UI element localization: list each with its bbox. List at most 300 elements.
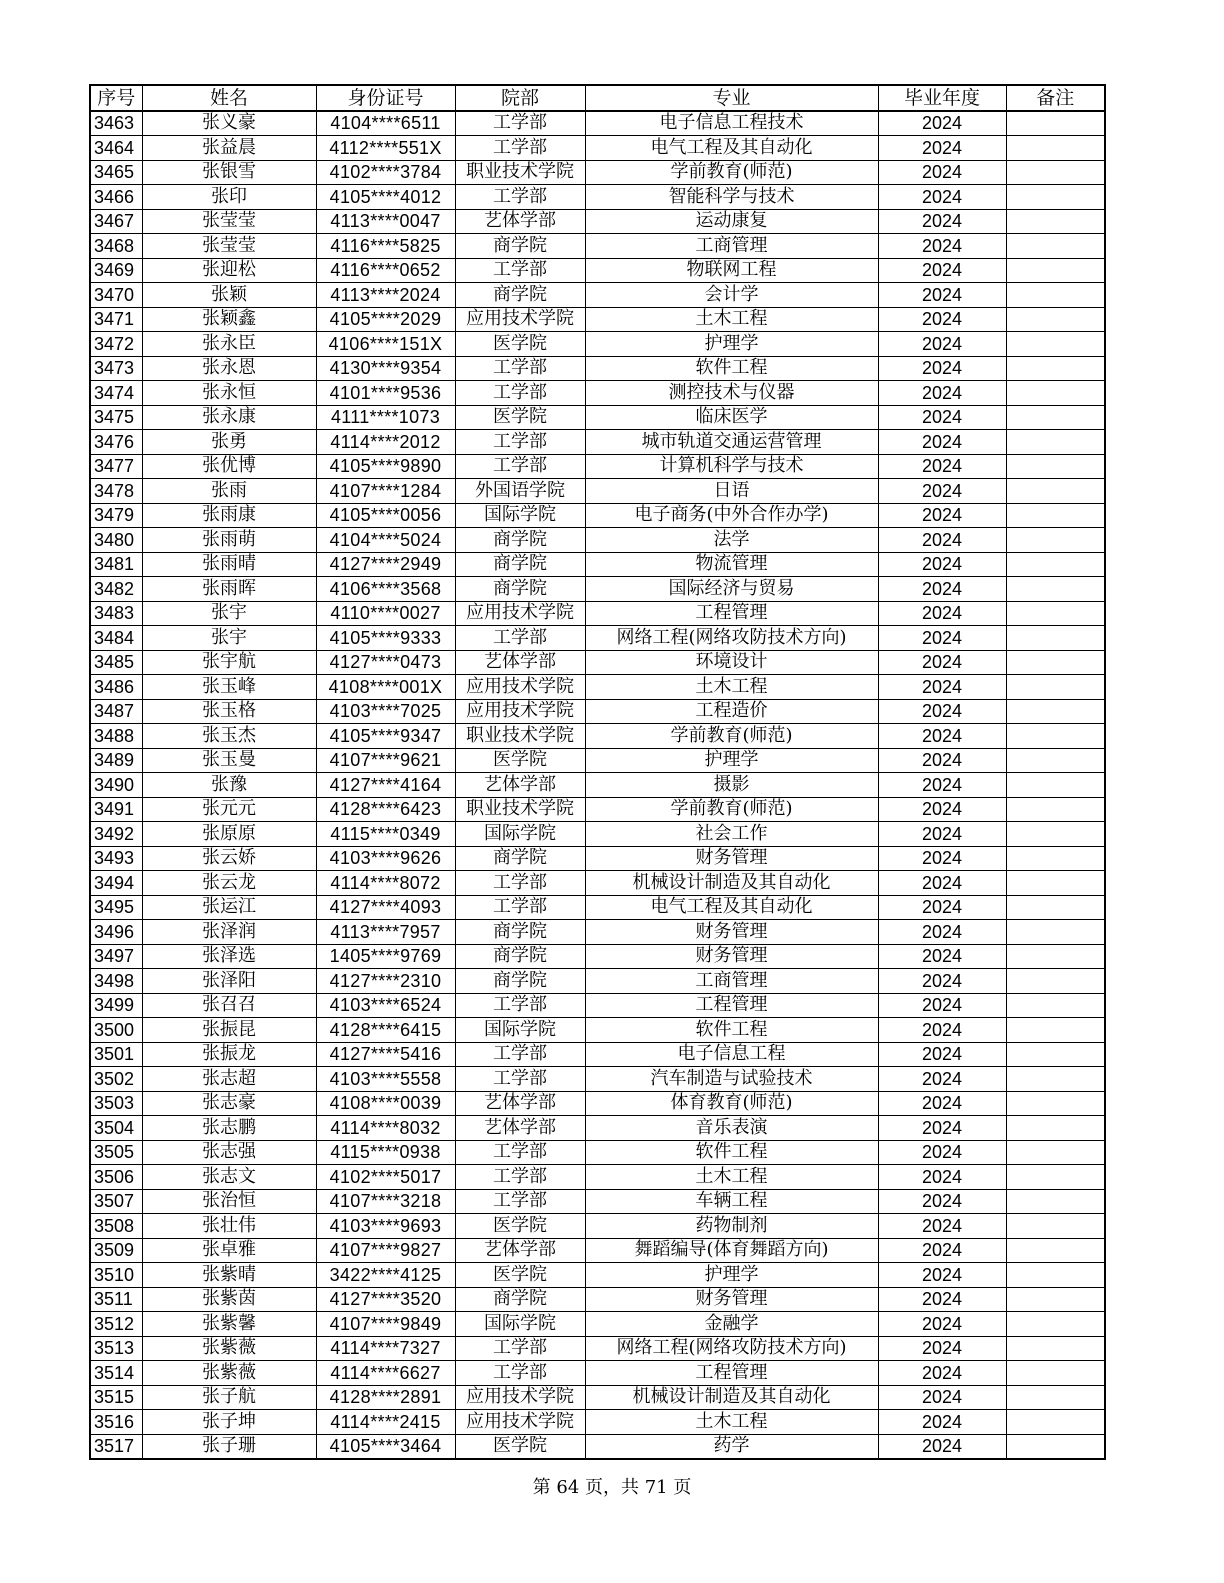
table-row <box>90 381 1105 406</box>
id-number-cell: 4104****5024 <box>316 528 455 553</box>
table-row <box>90 332 1105 357</box>
major-cell: 城市轨道交通运营管理 <box>585 430 878 455</box>
table-row <box>90 136 1105 161</box>
name-cell: 张优博 <box>142 454 316 479</box>
remarks-cell <box>1006 748 1105 773</box>
major-cell: 工程造价 <box>585 699 878 724</box>
id-number-cell: 4105****9347 <box>316 724 455 749</box>
major-cell: 国际经济与贸易 <box>585 577 878 602</box>
department-cell: 工学部 <box>455 1042 585 1067</box>
remarks-cell <box>1006 356 1105 381</box>
graduation-year-cell: 2024 <box>878 1189 1006 1214</box>
name-cell: 张玉杰 <box>142 724 316 749</box>
graduation-year-cell: 2024 <box>878 699 1006 724</box>
graduation-year-cell: 2024 <box>878 993 1006 1018</box>
graduation-year-cell: 2024 <box>878 1263 1006 1288</box>
serial-cell: 3477 <box>90 454 142 479</box>
major-cell: 社会工作 <box>585 822 878 847</box>
remarks-cell <box>1006 822 1105 847</box>
department-cell: 工学部 <box>455 454 585 479</box>
major-cell: 工商管理 <box>585 969 878 994</box>
major-cell: 土木工程 <box>585 1165 878 1190</box>
department-cell: 商学院 <box>455 969 585 994</box>
major-cell: 电气工程及其自动化 <box>585 895 878 920</box>
serial-cell: 3496 <box>90 920 142 945</box>
graduation-year-cell: 2024 <box>878 822 1006 847</box>
table-row <box>90 405 1105 430</box>
table-row <box>90 846 1105 871</box>
department-cell: 国际学院 <box>455 503 585 528</box>
department-cell: 商学院 <box>455 944 585 969</box>
serial-cell: 3464 <box>90 136 142 161</box>
remarks-cell <box>1006 1287 1105 1312</box>
major-cell: 学前教育(师范) <box>585 724 878 749</box>
table-row <box>90 1140 1105 1165</box>
name-cell: 张紫薇 <box>142 1336 316 1361</box>
serial-cell: 3476 <box>90 430 142 455</box>
serial-cell: 3480 <box>90 528 142 553</box>
major-cell: 土木工程 <box>585 307 878 332</box>
department-cell: 工学部 <box>455 1336 585 1361</box>
id-number-cell: 4106****3568 <box>316 577 455 602</box>
serial-cell: 3485 <box>90 650 142 675</box>
id-number-cell: 4108****001X <box>316 675 455 700</box>
serial-cell: 3515 <box>90 1385 142 1410</box>
name-cell: 张子坤 <box>142 1410 316 1435</box>
department-cell: 应用技术学院 <box>455 1385 585 1410</box>
remarks-cell <box>1006 552 1105 577</box>
remarks-cell <box>1006 577 1105 602</box>
table-row <box>90 724 1105 749</box>
remarks-cell <box>1006 332 1105 357</box>
graduation-year-cell: 2024 <box>878 381 1006 406</box>
table-row <box>90 479 1105 504</box>
serial-cell: 3510 <box>90 1263 142 1288</box>
table-row <box>90 1410 1105 1435</box>
graduation-year-cell: 2024 <box>878 1067 1006 1092</box>
name-cell: 张子珊 <box>142 1434 316 1459</box>
department-cell: 艺体学部 <box>455 773 585 798</box>
remarks-cell <box>1006 405 1105 430</box>
remarks-cell <box>1006 381 1105 406</box>
serial-cell: 3472 <box>90 332 142 357</box>
remarks-cell <box>1006 1018 1105 1043</box>
serial-cell: 3478 <box>90 479 142 504</box>
name-cell: 张紫薇 <box>142 1361 316 1386</box>
department-cell: 艺体学部 <box>455 1091 585 1116</box>
header-major: 专业 <box>585 85 878 111</box>
department-cell: 商学院 <box>455 577 585 602</box>
remarks-cell <box>1006 1165 1105 1190</box>
major-cell: 软件工程 <box>585 1018 878 1043</box>
id-number-cell: 4128****2891 <box>316 1385 455 1410</box>
table-row <box>90 920 1105 945</box>
id-number-cell: 4102****5017 <box>316 1165 455 1190</box>
major-cell: 护理学 <box>585 332 878 357</box>
table-row <box>90 234 1105 259</box>
id-number-cell: 4107****9849 <box>316 1312 455 1337</box>
table-row <box>90 503 1105 528</box>
name-cell: 张莹莹 <box>142 234 316 259</box>
serial-cell: 3488 <box>90 724 142 749</box>
table-row <box>90 1312 1105 1337</box>
table-row <box>90 1385 1105 1410</box>
serial-cell: 3471 <box>90 307 142 332</box>
name-cell: 张迎松 <box>142 258 316 283</box>
department-cell: 商学院 <box>455 552 585 577</box>
name-cell: 张义豪 <box>142 111 316 136</box>
graduation-year-cell: 2024 <box>878 430 1006 455</box>
department-cell: 工学部 <box>455 1067 585 1092</box>
remarks-cell <box>1006 1263 1105 1288</box>
serial-cell: 3468 <box>90 234 142 259</box>
table-row <box>90 1165 1105 1190</box>
serial-cell: 3483 <box>90 601 142 626</box>
graduation-year-cell: 2024 <box>878 944 1006 969</box>
id-number-cell: 4101****9536 <box>316 381 455 406</box>
id-number-cell: 4128****6415 <box>316 1018 455 1043</box>
graduation-year-cell: 2024 <box>878 1434 1006 1459</box>
graduation-year-cell: 2024 <box>878 1042 1006 1067</box>
serial-cell: 3463 <box>90 111 142 136</box>
serial-cell: 3465 <box>90 160 142 185</box>
graduation-year-cell: 2024 <box>878 332 1006 357</box>
remarks-cell <box>1006 650 1105 675</box>
id-number-cell: 4127****2310 <box>316 969 455 994</box>
table-row <box>90 601 1105 626</box>
remarks-cell <box>1006 503 1105 528</box>
major-cell: 财务管理 <box>585 944 878 969</box>
major-cell: 音乐表演 <box>585 1116 878 1141</box>
graduation-year-cell: 2024 <box>878 1116 1006 1141</box>
id-number-cell: 4116****0652 <box>316 258 455 283</box>
remarks-cell <box>1006 1042 1105 1067</box>
department-cell: 国际学院 <box>455 1312 585 1337</box>
id-number-cell: 4115****0349 <box>316 822 455 847</box>
graduation-year-cell: 2024 <box>878 1018 1006 1043</box>
serial-cell: 3495 <box>90 895 142 920</box>
table-row <box>90 871 1105 896</box>
id-number-cell: 4102****3784 <box>316 160 455 185</box>
department-cell: 艺体学部 <box>455 650 585 675</box>
id-number-cell: 4127****2949 <box>316 552 455 577</box>
serial-cell: 3467 <box>90 209 142 234</box>
department-cell: 工学部 <box>455 258 585 283</box>
id-number-cell: 4127****4093 <box>316 895 455 920</box>
major-cell: 土木工程 <box>585 675 878 700</box>
serial-cell: 3479 <box>90 503 142 528</box>
remarks-cell <box>1006 185 1105 210</box>
major-cell: 舞蹈编导(体育舞蹈方向) <box>585 1238 878 1263</box>
serial-cell: 3501 <box>90 1042 142 1067</box>
graduation-year-cell: 2024 <box>878 871 1006 896</box>
serial-cell: 3504 <box>90 1116 142 1141</box>
serial-cell: 3484 <box>90 626 142 651</box>
header-remarks: 备注 <box>1006 85 1105 111</box>
department-cell: 工学部 <box>455 1165 585 1190</box>
major-cell: 药物制剂 <box>585 1214 878 1239</box>
graduation-year-cell: 2024 <box>878 258 1006 283</box>
serial-cell: 3509 <box>90 1238 142 1263</box>
id-number-cell: 4105****0056 <box>316 503 455 528</box>
table-row <box>90 307 1105 332</box>
department-cell: 工学部 <box>455 1140 585 1165</box>
major-cell: 电子信息工程技术 <box>585 111 878 136</box>
id-number-cell: 4130****9354 <box>316 356 455 381</box>
name-cell: 张云娇 <box>142 846 316 871</box>
graduation-year-cell: 2024 <box>878 454 1006 479</box>
header-serial: 序号 <box>90 85 142 111</box>
serial-cell: 3507 <box>90 1189 142 1214</box>
name-cell: 张元元 <box>142 797 316 822</box>
name-cell: 张永恒 <box>142 381 316 406</box>
department-cell: 工学部 <box>455 430 585 455</box>
serial-cell: 3511 <box>90 1287 142 1312</box>
table-row <box>90 577 1105 602</box>
department-cell: 工学部 <box>455 895 585 920</box>
table-row <box>90 797 1105 822</box>
name-cell: 张召召 <box>142 993 316 1018</box>
graduation-year-cell: 2024 <box>878 356 1006 381</box>
remarks-cell <box>1006 1410 1105 1435</box>
serial-cell: 3466 <box>90 185 142 210</box>
serial-cell: 3514 <box>90 1361 142 1386</box>
remarks-cell <box>1006 1067 1105 1092</box>
graduation-year-cell: 2024 <box>878 1385 1006 1410</box>
major-cell: 护理学 <box>585 1263 878 1288</box>
department-cell: 应用技术学院 <box>455 307 585 332</box>
department-cell: 国际学院 <box>455 1018 585 1043</box>
major-cell: 会计学 <box>585 283 878 308</box>
major-cell: 环境设计 <box>585 650 878 675</box>
header-name: 姓名 <box>142 85 316 111</box>
major-cell: 电子信息工程 <box>585 1042 878 1067</box>
id-number-cell: 4114****2415 <box>316 1410 455 1435</box>
major-cell: 智能科学与技术 <box>585 185 878 210</box>
header-department: 院部 <box>455 85 585 111</box>
name-cell: 张玉峰 <box>142 675 316 700</box>
remarks-cell <box>1006 209 1105 234</box>
name-cell: 张雨萌 <box>142 528 316 553</box>
table-row <box>90 111 1105 136</box>
graduation-year-cell: 2024 <box>878 405 1006 430</box>
department-cell: 职业技术学院 <box>455 724 585 749</box>
name-cell: 张志强 <box>142 1140 316 1165</box>
graduation-year-cell: 2024 <box>878 503 1006 528</box>
id-number-cell: 4107****9827 <box>316 1238 455 1263</box>
major-cell: 财务管理 <box>585 846 878 871</box>
serial-cell: 3469 <box>90 258 142 283</box>
id-number-cell: 4113****7957 <box>316 920 455 945</box>
graduation-year-cell: 2024 <box>878 1287 1006 1312</box>
remarks-cell <box>1006 773 1105 798</box>
graduation-year-cell: 2024 <box>878 773 1006 798</box>
serial-cell: 3505 <box>90 1140 142 1165</box>
department-cell: 工学部 <box>455 993 585 1018</box>
name-cell: 张豫 <box>142 773 316 798</box>
id-number-cell: 4108****0039 <box>316 1091 455 1116</box>
name-cell: 张志豪 <box>142 1091 316 1116</box>
department-cell: 工学部 <box>455 1361 585 1386</box>
table-row <box>90 1336 1105 1361</box>
table-row <box>90 552 1105 577</box>
graduation-year-cell: 2024 <box>878 577 1006 602</box>
remarks-cell <box>1006 1336 1105 1361</box>
remarks-cell <box>1006 1116 1105 1141</box>
table-row <box>90 160 1105 185</box>
name-cell: 张雨晴 <box>142 552 316 577</box>
graduation-year-cell: 2024 <box>878 209 1006 234</box>
name-cell: 张治恒 <box>142 1189 316 1214</box>
serial-cell: 3494 <box>90 871 142 896</box>
serial-cell: 3473 <box>90 356 142 381</box>
table-row <box>90 993 1105 1018</box>
remarks-cell <box>1006 944 1105 969</box>
serial-cell: 3517 <box>90 1434 142 1459</box>
graduation-year-cell: 2024 <box>878 307 1006 332</box>
table-row <box>90 699 1105 724</box>
graduation-year-cell: 2024 <box>878 1312 1006 1337</box>
table-row <box>90 822 1105 847</box>
graduation-year-cell: 2024 <box>878 724 1006 749</box>
graduate-list-table <box>89 84 1106 1460</box>
major-cell: 财务管理 <box>585 920 878 945</box>
name-cell: 张振昆 <box>142 1018 316 1043</box>
remarks-cell <box>1006 1091 1105 1116</box>
table-row <box>90 430 1105 455</box>
name-cell: 张永恩 <box>142 356 316 381</box>
name-cell: 张原原 <box>142 822 316 847</box>
department-cell: 艺体学部 <box>455 1116 585 1141</box>
major-cell: 网络工程(网络攻防技术方向) <box>585 1336 878 1361</box>
table-row <box>90 283 1105 308</box>
major-cell: 计算机科学与技术 <box>585 454 878 479</box>
name-cell: 张莹莹 <box>142 209 316 234</box>
id-number-cell: 4107****3218 <box>316 1189 455 1214</box>
department-cell: 医学院 <box>455 405 585 430</box>
remarks-cell <box>1006 1434 1105 1459</box>
department-cell: 艺体学部 <box>455 1238 585 1263</box>
department-cell: 工学部 <box>455 111 585 136</box>
department-cell: 商学院 <box>455 1287 585 1312</box>
major-cell: 电气工程及其自动化 <box>585 136 878 161</box>
department-cell: 职业技术学院 <box>455 797 585 822</box>
name-cell: 张壮伟 <box>142 1214 316 1239</box>
remarks-cell <box>1006 454 1105 479</box>
graduation-year-cell: 2024 <box>878 920 1006 945</box>
serial-cell: 3491 <box>90 797 142 822</box>
department-cell: 商学院 <box>455 920 585 945</box>
id-number-cell: 4111****1073 <box>316 405 455 430</box>
graduation-year-cell: 2024 <box>878 797 1006 822</box>
department-cell: 国际学院 <box>455 822 585 847</box>
serial-cell: 3513 <box>90 1336 142 1361</box>
id-number-cell: 1405****9769 <box>316 944 455 969</box>
serial-cell: 3474 <box>90 381 142 406</box>
name-cell: 张雨晖 <box>142 577 316 602</box>
major-cell: 临床医学 <box>585 405 878 430</box>
table-row <box>90 748 1105 773</box>
id-number-cell: 4127****0473 <box>316 650 455 675</box>
id-number-cell: 4105****9890 <box>316 454 455 479</box>
table-row <box>90 1042 1105 1067</box>
department-cell: 商学院 <box>455 234 585 259</box>
graduation-year-cell: 2024 <box>878 479 1006 504</box>
major-cell: 土木工程 <box>585 1410 878 1435</box>
graduation-year-cell: 2024 <box>878 1361 1006 1386</box>
graduation-year-cell: 2024 <box>878 1091 1006 1116</box>
major-cell: 工程管理 <box>585 601 878 626</box>
table-row <box>90 1189 1105 1214</box>
id-number-cell: 4113****0047 <box>316 209 455 234</box>
remarks-cell <box>1006 1361 1105 1386</box>
table-row <box>90 1116 1105 1141</box>
table-row <box>90 1361 1105 1386</box>
remarks-cell <box>1006 160 1105 185</box>
name-cell: 张雨 <box>142 479 316 504</box>
remarks-cell <box>1006 1140 1105 1165</box>
graduation-year-cell: 2024 <box>878 234 1006 259</box>
serial-cell: 3500 <box>90 1018 142 1043</box>
name-cell: 张益晨 <box>142 136 316 161</box>
name-cell: 张振龙 <box>142 1042 316 1067</box>
graduation-year-cell: 2024 <box>878 1140 1006 1165</box>
department-cell: 医学院 <box>455 332 585 357</box>
name-cell: 张宇航 <box>142 650 316 675</box>
remarks-cell <box>1006 626 1105 651</box>
remarks-cell <box>1006 1238 1105 1263</box>
graduation-year-cell: 2024 <box>878 136 1006 161</box>
table-row <box>90 1434 1105 1459</box>
name-cell: 张永臣 <box>142 332 316 357</box>
graduation-year-cell: 2024 <box>878 528 1006 553</box>
major-cell: 软件工程 <box>585 1140 878 1165</box>
table-row <box>90 1214 1105 1239</box>
major-cell: 工商管理 <box>585 234 878 259</box>
name-cell: 张勇 <box>142 430 316 455</box>
id-number-cell: 4114****6627 <box>316 1361 455 1386</box>
id-number-cell: 4114****8072 <box>316 871 455 896</box>
major-cell: 法学 <box>585 528 878 553</box>
department-cell: 艺体学部 <box>455 209 585 234</box>
table-row <box>90 626 1105 651</box>
id-number-cell: 4113****2024 <box>316 283 455 308</box>
department-cell: 工学部 <box>455 185 585 210</box>
graduation-year-cell: 2024 <box>878 185 1006 210</box>
graduation-year-cell: 2024 <box>878 1336 1006 1361</box>
department-cell: 应用技术学院 <box>455 1410 585 1435</box>
remarks-cell <box>1006 528 1105 553</box>
id-number-cell: 4114****2012 <box>316 430 455 455</box>
graduation-year-cell: 2024 <box>878 1165 1006 1190</box>
table-row <box>90 1091 1105 1116</box>
graduation-year-cell: 2024 <box>878 111 1006 136</box>
major-cell: 工程管理 <box>585 1361 878 1386</box>
major-cell: 体育教育(师范) <box>585 1091 878 1116</box>
table-row <box>90 258 1105 283</box>
major-cell: 运动康复 <box>585 209 878 234</box>
table-row <box>90 528 1105 553</box>
remarks-cell <box>1006 601 1105 626</box>
remarks-cell <box>1006 1214 1105 1239</box>
id-number-cell: 4105****2029 <box>316 307 455 332</box>
id-number-cell: 4116****5825 <box>316 234 455 259</box>
major-cell: 日语 <box>585 479 878 504</box>
major-cell: 车辆工程 <box>585 1189 878 1214</box>
remarks-cell <box>1006 993 1105 1018</box>
remarks-cell <box>1006 1385 1105 1410</box>
page-footer: 第 64 页，共 71 页 <box>532 1477 692 1498</box>
